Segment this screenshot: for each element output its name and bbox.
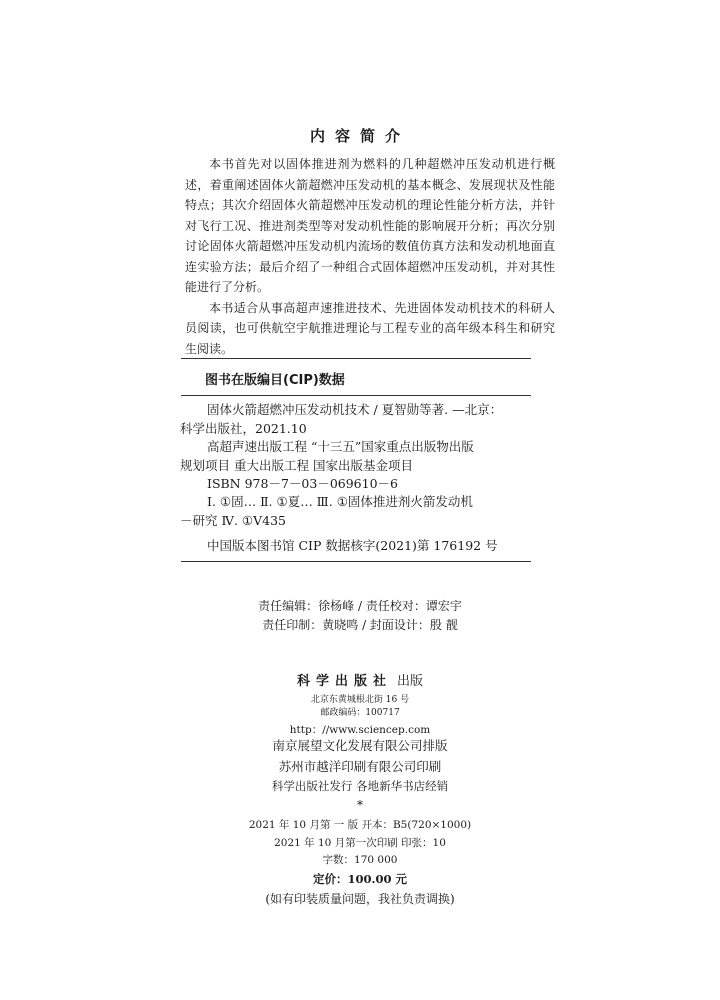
separator-star: * <box>357 798 363 812</box>
summary-paragraph-2: 本书适合从事高超声速推进技术、先进固体发动机技术的科研人员阅读，也可供航空宇航推进理论与工程专业的高年级本科生和研究生阅读。 <box>185 300 555 356</box>
summary-title: 内容简介 <box>309 127 410 145</box>
cip-line-subjects-cont: －研究 Ⅳ. ①V435 <box>180 512 286 528</box>
publisher-name-row <box>0 670 720 691</box>
cip-line-series: 高超声速出版工程 “十三五”国家重点出版物出版 <box>207 439 474 454</box>
cip-line-publisher: 科学出版社，2021.10 <box>180 420 307 436</box>
edition-line: 2021 年 10 月第 一 版 开本：B5(720×1000) <box>248 819 472 831</box>
impression-line: 2021 年 10 月第一次印刷 印张：10 <box>274 837 446 849</box>
cip-record <box>180 401 520 494</box>
credits-line-1: 责任编辑：徐杨峰 / 责任校对：谭宏宇 <box>258 599 462 613</box>
publisher-suffix: 出版 <box>397 674 424 689</box>
cip-number <box>180 537 520 556</box>
divider-bottom <box>181 561 531 562</box>
price-line: 定价：100.00 元 <box>312 872 407 886</box>
printer: 苏州市越洋印刷有限公司印刷 <box>278 759 442 774</box>
editorial-credits <box>0 597 720 634</box>
credits-line-2: 责任印制：黄晓鸣 / 封面设计：殷 靓 <box>262 617 458 632</box>
publisher-address: 北京东黄城根北街 16 号 <box>310 695 410 705</box>
publisher-postcode: 邮政编码：100717 <box>320 708 400 718</box>
typesetter: 南京展望文化发展有限公司排版 <box>272 738 448 753</box>
cip-heading: 图书在版编目(CIP)数据 <box>205 373 345 388</box>
summary-paragraph-1: 本书首先对以固体推进剂为燃料的几种超燃冲压发动机进行概述，着重阐述固体火箭超燃冲压发动机的基本概念、发展现状及性能特点；其次介绍固体火箭超燃冲压发动机的理论性能分析方法，并针对飞行工况、推进剂类型等对发动机性能的影响展开分析；再次分别讨论固体火箭超燃冲压发动机内流场的数值仿真方法和发动机地面直连实验方法；最后介绍了一种组合式固体超燃冲压发动机，并对其性能进行了分析。 <box>185 157 555 294</box>
cip-line-series-cont: 规划项目 重大出版工程 国家出版基金项目 <box>180 457 413 473</box>
quality-notice: (如有印装质量问题，我社负责调换) <box>265 892 455 906</box>
wordcount-line: 字数：170 000 <box>322 854 398 866</box>
divider-top <box>181 358 531 359</box>
divider-cip <box>181 395 531 396</box>
publisher-block <box>0 670 720 737</box>
publisher-url: http：//www.sciencep.com <box>289 724 431 736</box>
printing-block <box>0 735 720 796</box>
cip-line-number: 中国版本图书馆 CIP 数据核字(2021)第 176192 号 <box>207 538 498 553</box>
cip-classification <box>180 493 520 530</box>
distribution: 科学出版社发行 各地新华书店经销 <box>271 779 449 793</box>
cip-line-isbn: ISBN 978－7－03－069610－6 <box>207 476 398 491</box>
cip-line-title: 固体火箭超燃冲压发动机技术 / 夏智勋等著. —北京： <box>207 402 503 417</box>
cip-line-subjects: Ⅰ. ①固… Ⅱ. ①夏… Ⅲ. ①固体推进剂火箭发动机 <box>207 494 473 509</box>
edition-block <box>0 818 720 908</box>
publisher-name: 科学出版社 <box>296 674 392 689</box>
summary-body <box>185 154 555 359</box>
